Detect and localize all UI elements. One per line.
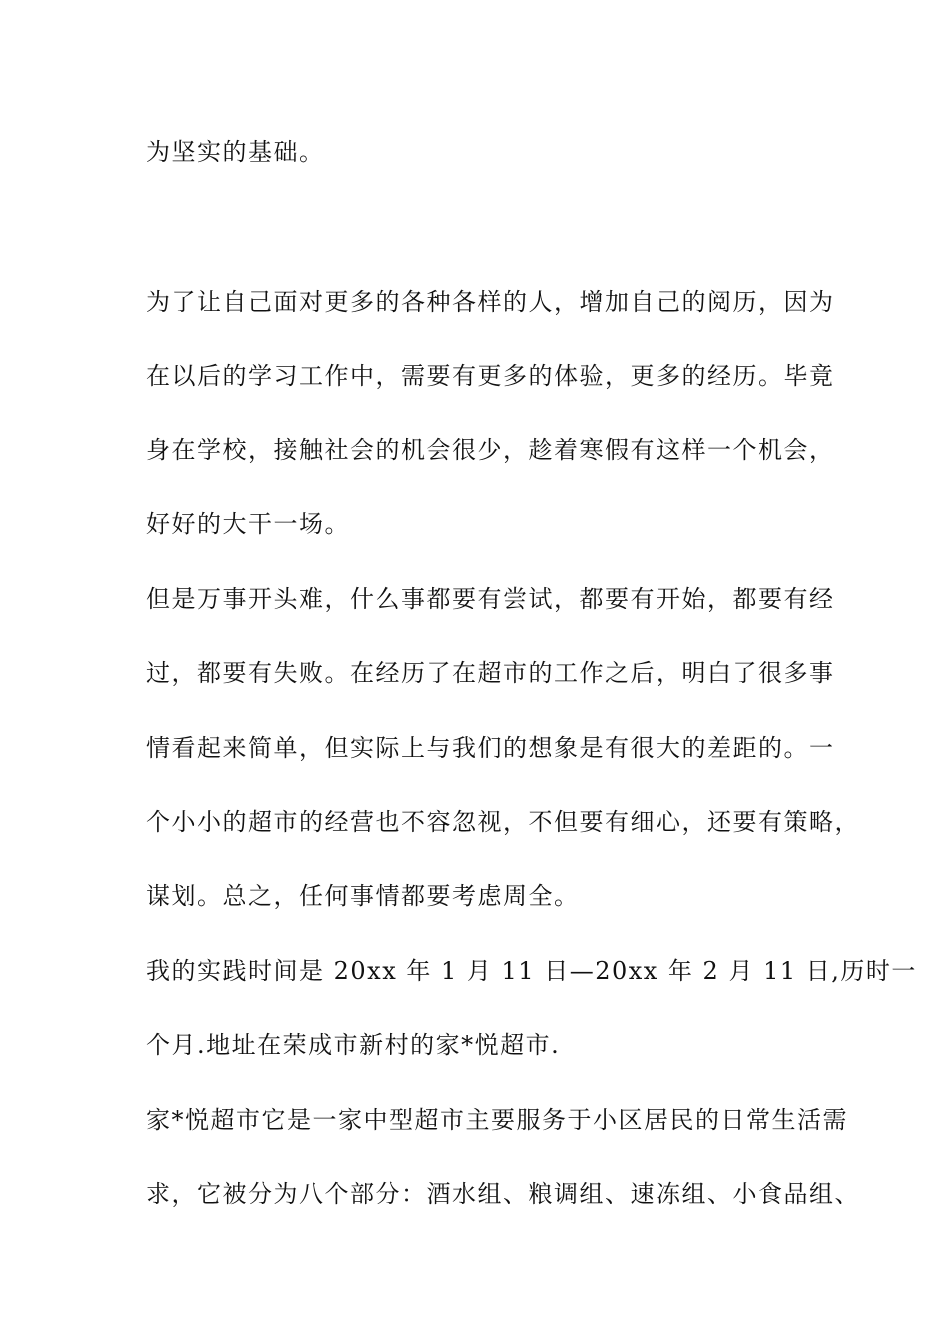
paragraph-line: 谋划。总之，任何事情都要考虑周全。 [146,882,580,910]
paragraph-line: 为坚实的基础。 [146,138,325,166]
paragraph-line: 为了让自己面对更多的各种各样的人，增加自己的阅历，因为 [146,288,835,316]
paragraph-line: 身在学校，接触社会的机会很少，趁着寒假有这样一个机会， [146,436,835,464]
paragraph-line: 个月.地址在荣成市新村的家*悦超市. [146,1031,561,1059]
paragraph-line: 家*悦超市它是一家中型超市主要服务于小区居民的日常生活需 [146,1106,848,1134]
paragraph-line: 个小小的超市的经营也不容忽视，不但要有细心，还要有策略， [146,808,860,836]
paragraph-line: 我的实践时间是 20xx 年 1 月 11 日—20xx 年 2 月 11 日,历时一 [146,957,917,985]
paragraph-line: 在以后的学习工作中，需要有更多的体验，更多的经历。毕竟 [146,362,835,390]
paragraph-line: 但是万事开头难，什么事都要有尝试，都要有开始，都要有经 [146,585,835,613]
paragraph-line: 好好的大干一场。 [146,510,350,538]
paragraph-line: 情看起来简单，但实际上与我们的想象是有很大的差距的。一 [146,734,835,762]
paragraph-line: 求，它被分为八个部分：酒水组、粮调组、速冻组、小食品组、 [146,1180,860,1208]
paragraph-line: 过，都要有失败。在经历了在超市的工作之后，明白了很多事 [146,659,835,687]
